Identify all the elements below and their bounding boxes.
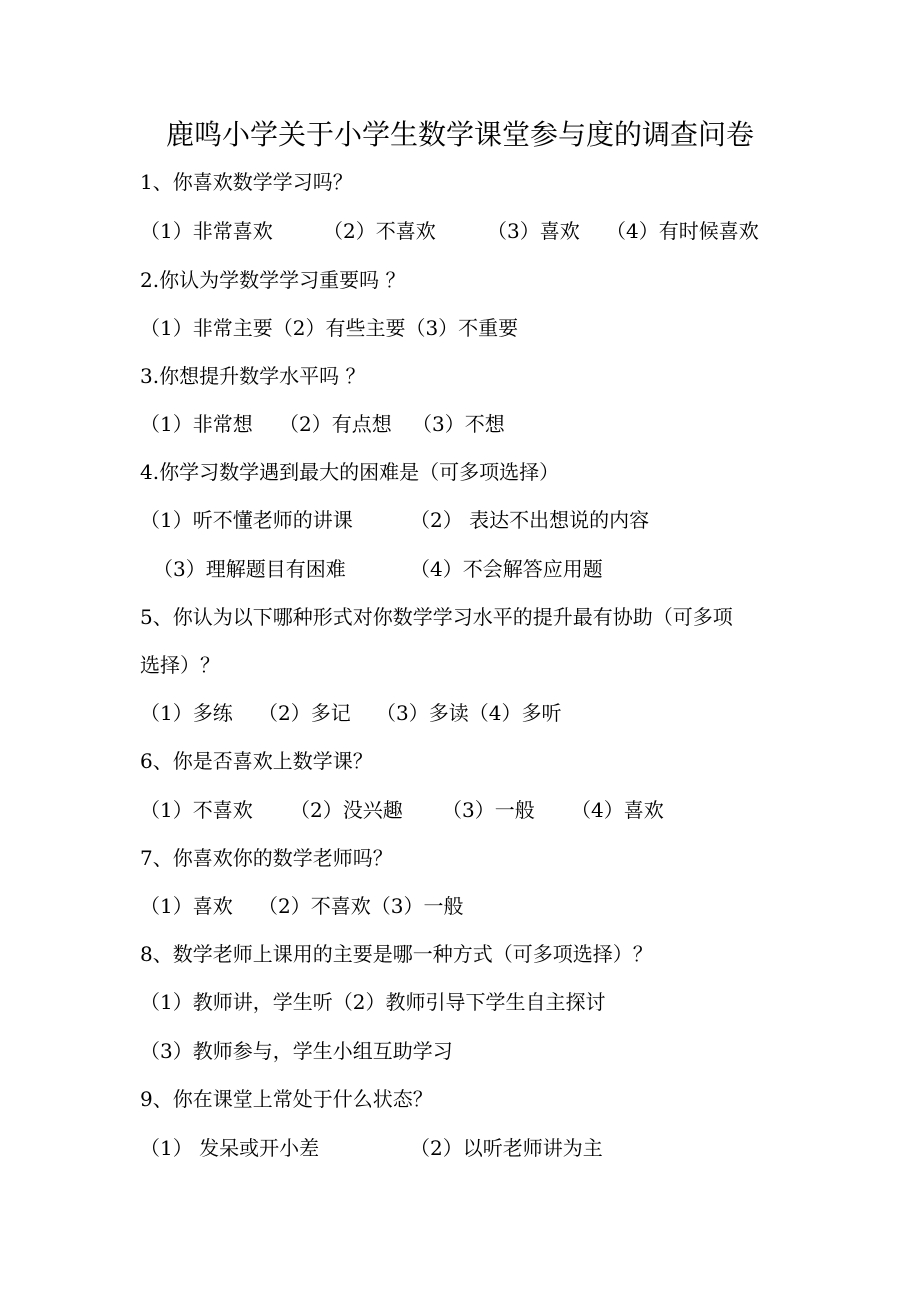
document-title: 鹿鸣小学关于小学生数学课堂参与度的调查问卷 [165,118,754,151]
q6-option-4: （4）喜欢 [571,798,664,822]
question-3-options [0,409,920,439]
question-8-options-row-2 [0,1036,920,1066]
question-6: 6、你是否喜欢上数学课？ [140,749,373,773]
q3-option-2: （2）有点想 [279,412,392,436]
q1-option-3: （3）喜欢 [487,219,580,243]
q9-option-2: （2）以听老师讲为主 [410,1136,603,1160]
question-9-options [0,1133,920,1163]
q4-option-2: （2） 表达不出想说的内容 [410,508,650,532]
question-4-options-row-1 [0,505,920,535]
question-3: 3.你想提升数学水平吗 ？ [140,364,366,388]
question-4-options-row-2 [0,554,920,584]
q4-option-1: （1）听不懂老师的讲课 [140,508,353,532]
q5-option-3: （3）多读（4）多听 [376,701,562,725]
q5-option-2: （2）多记 [258,701,351,725]
q6-option-2: （2）没兴趣 [290,798,403,822]
q7-option-2: （2）不喜欢（3）一般 [258,894,464,918]
q2-option-1: （1）非常主要（2）有些主要（3）不重要 [140,316,519,340]
question-7: 7、你喜欢你的数学老师吗？ [140,846,393,870]
question-5-options [0,698,920,728]
q4-option-4: （4）不会解答应用题 [410,557,603,581]
q4-option-3: （3）理解题目有困难 [153,557,346,581]
question-6-options [0,795,920,825]
question-8-options-row-1 [0,987,920,1017]
question-1-options [0,216,920,246]
q1-option-1: （1）非常喜欢 [140,219,273,243]
q9-option-1: （1） 发呆或开小差 [140,1136,320,1160]
question-5-line-2: 选择）？ [140,653,220,677]
q1-option-4: （4）有时候喜欢 [606,219,759,243]
question-1: 1、你喜欢数学学习吗？ [140,170,353,194]
q6-option-3: （3）一般 [442,798,535,822]
question-2-options [0,313,920,343]
question-4: 4.你学习数学遇到最大的困难是（可多项选择） [140,460,560,484]
q3-option-1: （1）非常想 [140,412,253,436]
question-7-options [0,891,920,921]
q3-option-3: （3）不想 [412,412,505,436]
q6-option-1: （1）不喜欢 [140,798,253,822]
q1-option-2: （2）不喜欢 [323,219,436,243]
q8-option-3: （3）教师参与，学生小组互助学习 [140,1039,453,1063]
q8-option-1-2: （1）教师讲，学生听（2）教师引导下学生自主探讨 [140,990,606,1014]
question-2: 2.你认为学数学学习重要吗 ？ [140,268,406,292]
q5-option-1: （1）多练 [140,701,233,725]
question-9: 9、你在课堂上常处于什么状态？ [140,1087,433,1111]
question-8: 8、数学老师上课用的主要是哪一种方式（可多项选择）？ [140,942,653,966]
question-5-line-1: 5、你认为以下哪种形式对你数学学习水平的提升最有协助（可多项 [140,605,733,629]
q7-option-1: （1）喜欢 [140,894,233,918]
